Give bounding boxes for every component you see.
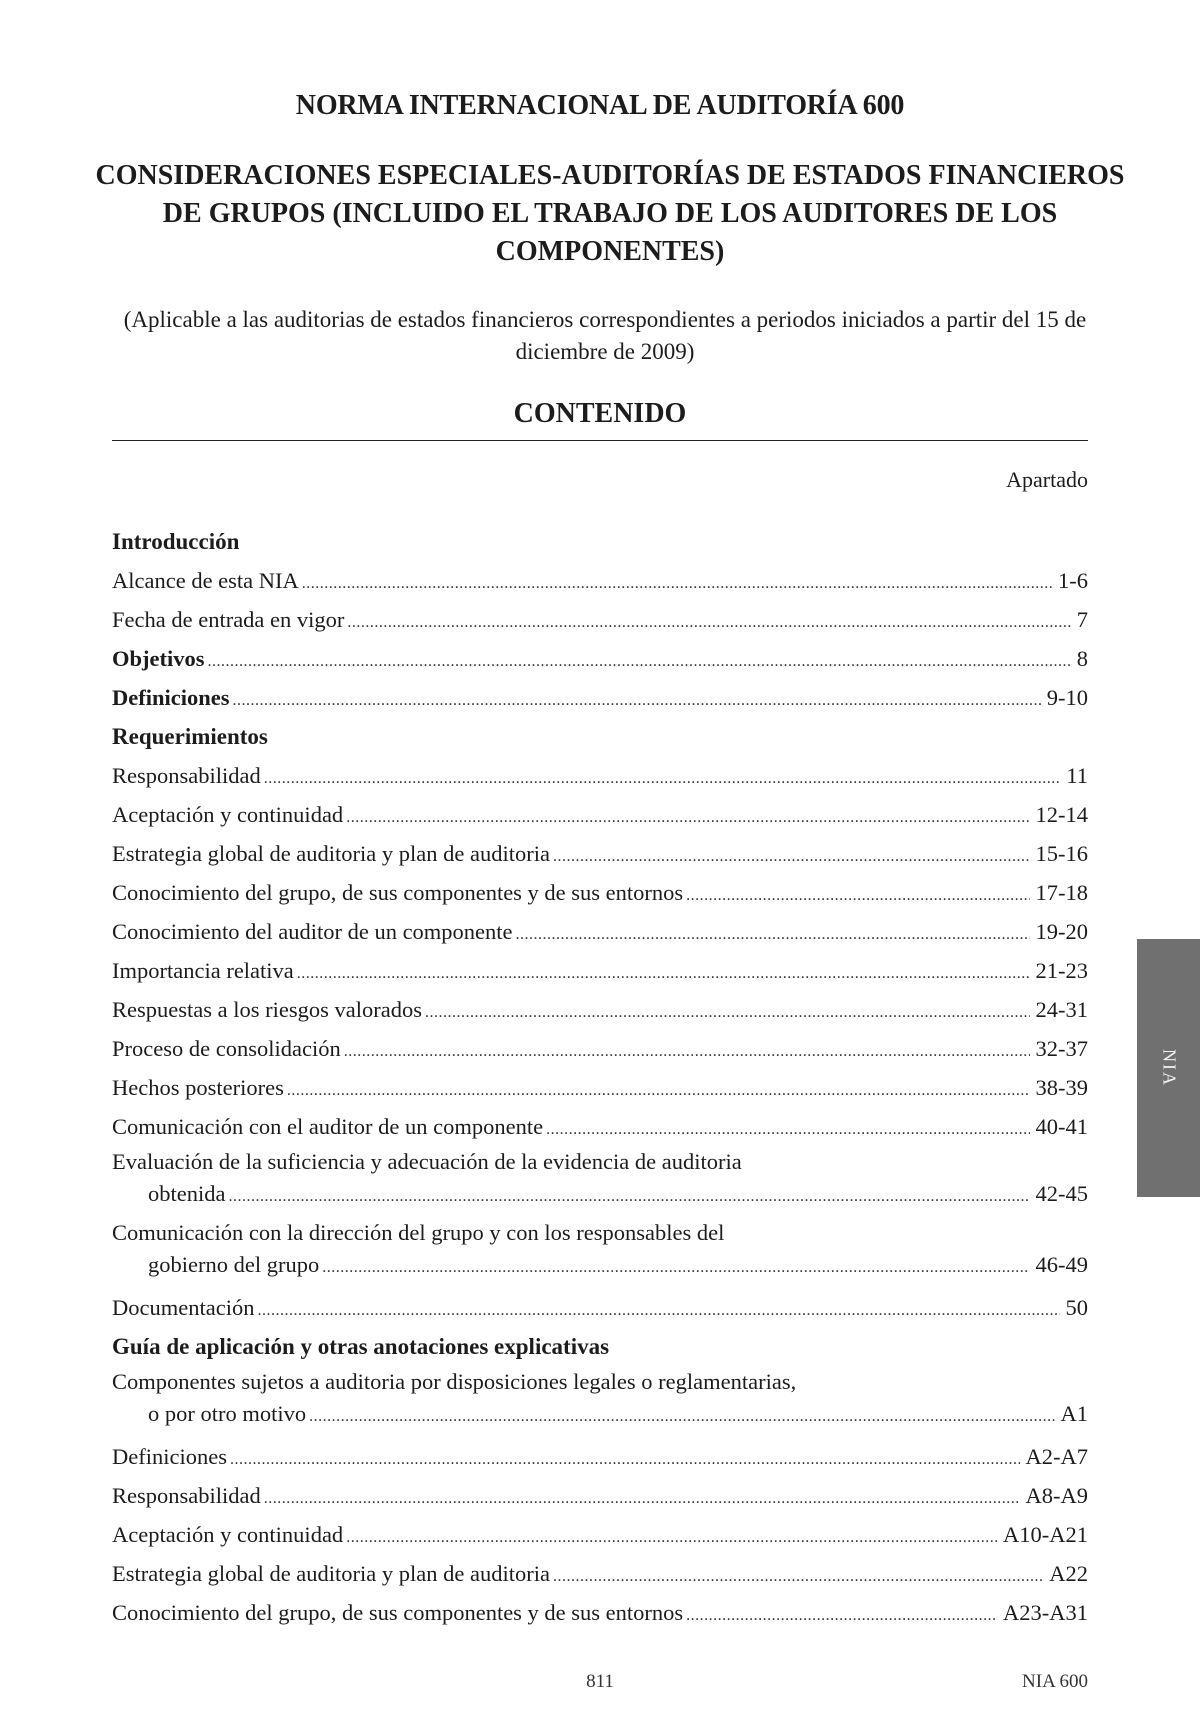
toc-entry-label: Definiciones: [112, 685, 230, 710]
toc-entry-paragraphs: A22: [1049, 1561, 1088, 1586]
toc-entry-paragraphs: A23-A31: [1003, 1600, 1088, 1625]
toc-entry-label: Comunicación con la dirección del grupo y con los responsables del: [112, 1220, 725, 1245]
leader-dots: [297, 954, 1030, 993]
toc-entry-label-continued: gobierno del grupo: [148, 1252, 320, 1277]
page-number: 811: [586, 1671, 614, 1692]
leader-dots: [264, 1479, 1020, 1518]
toc-entry[interactable]: [112, 1068, 1088, 1107]
toc-entry-label: Responsabilidad: [112, 1483, 261, 1508]
toc-entry[interactable]: [112, 1366, 1088, 1437]
toc-entry-label: Respuestas a los riesgos valorados: [112, 997, 422, 1022]
toc-entry-label: Estrategia global de auditoria y plan de auditoria: [112, 841, 550, 866]
subject-title: CONSIDERACIONES ESPECIALES-AUDITORÍAS DE ESTADOS FINANCIEROS DE GRUPOS (INCLUIDO EL TRABAJO DE LOS AUDITORES DE LOS COMPONENTES): [95, 160, 1125, 267]
toc-entry[interactable]: [112, 1029, 1088, 1068]
applicability-note: (Aplicable a las auditorias de estados financieros correspondientes a periodos iniciados a partir del 15 de diciembre de 2009): [123, 307, 1087, 364]
toc-entry-paragraphs: A10-A21: [1003, 1522, 1088, 1547]
toc-section-heading: Introducción: [112, 529, 240, 554]
toc-entry-label: Componentes sujetos a auditoria por disposiciones legales o reglamentarias,: [112, 1369, 797, 1394]
leader-dots: [553, 837, 1030, 876]
section-side-tab: [1137, 939, 1200, 1197]
toc-entry[interactable]: [112, 678, 1088, 717]
leader-dots: [546, 1110, 1029, 1149]
toc-entry-label: Importancia relativa: [112, 958, 294, 983]
leader-dots: [516, 915, 1030, 954]
leader-dots: [425, 993, 1030, 1032]
toc-entry[interactable]: [112, 1146, 1088, 1217]
leader-dots: [233, 681, 1041, 720]
toc-entry[interactable]: [112, 1476, 1088, 1515]
toc-entry-paragraphs: A1: [1060, 1401, 1088, 1426]
leader-dots: [208, 642, 1071, 681]
leader-dots: [228, 1181, 1029, 1213]
toc-entry-paragraphs: 50: [1065, 1295, 1088, 1320]
leader-dots: [686, 1596, 997, 1635]
toc-entry[interactable]: [112, 873, 1088, 912]
toc-entry-paragraphs: 8: [1076, 646, 1088, 671]
toc-entry-label: Documentación: [112, 1295, 255, 1320]
toc-entry-paragraphs: 1-6: [1058, 568, 1088, 593]
toc-entry[interactable]: [112, 990, 1088, 1029]
footer-standard-code: NIA 600: [1022, 1671, 1088, 1692]
toc-entry[interactable]: [112, 1515, 1088, 1554]
toc-entry[interactable]: [112, 951, 1088, 990]
toc-entry-label: Definiciones: [112, 1444, 227, 1469]
toc-entry-paragraphs: A8-A9: [1025, 1483, 1088, 1508]
norm-title: NORMA INTERNACIONAL DE AUDITORÍA 600: [295, 90, 905, 121]
toc-entry-label-continued: obtenida: [148, 1181, 226, 1206]
toc-entry-label: Conocimiento del grupo, de sus componentes y de sus entornos: [112, 1600, 684, 1625]
side-tab-label: NIA: [1159, 1049, 1179, 1087]
toc-section-heading: Guía de aplicación y otras anotaciones explicativas: [112, 1334, 610, 1359]
toc-entry[interactable]: [112, 1554, 1088, 1593]
toc-entry-label: Evaluación de la suficiencia y adecuación de la evidencia de auditoria: [112, 1149, 742, 1174]
leader-dots: [287, 1071, 1030, 1110]
toc-entry[interactable]: [112, 912, 1088, 951]
toc-entry-paragraphs: 15-16: [1035, 841, 1088, 866]
toc-entry-label: Aceptación y continuidad: [112, 1522, 344, 1547]
toc-entry-label: Fecha de entrada en vigor: [112, 607, 345, 632]
toc-entry-paragraphs: 42-45: [1035, 1181, 1088, 1206]
toc-section-heading: Requerimientos: [112, 724, 268, 749]
toc-entry-label: Estrategia global de auditoria y plan de auditoria: [112, 1561, 550, 1586]
toc-entry-paragraphs: 38-39: [1035, 1075, 1088, 1100]
toc-entry[interactable]: [112, 795, 1088, 834]
toc-entry[interactable]: [112, 756, 1088, 795]
toc-entry-paragraphs: 11: [1066, 763, 1088, 788]
toc-entry-label: Proceso de consolidación: [112, 1036, 341, 1061]
leader-dots: [264, 759, 1061, 798]
toc-entry[interactable]: [112, 1437, 1088, 1476]
heading-rule: [112, 440, 1088, 441]
toc-entry-paragraphs: 24-31: [1035, 997, 1088, 1022]
toc-entry-label: Objetivos: [112, 646, 205, 671]
leader-dots: [230, 1440, 1020, 1479]
toc-entry[interactable]: [112, 600, 1088, 639]
leader-dots: [322, 1252, 1029, 1284]
toc-entry-paragraphs: 17-18: [1035, 880, 1088, 905]
toc-entry-paragraphs: 32-37: [1035, 1036, 1088, 1061]
toc-entry-paragraphs: 19-20: [1035, 919, 1088, 944]
toc-entry-label-continued: o por otro motivo: [148, 1401, 307, 1426]
toc-entry-label: Conocimiento del grupo, de sus componentes y de sus entornos: [112, 880, 684, 905]
toc-entry-label: Alcance de esta NIA: [112, 568, 299, 593]
toc-entry-label: Comunicación con el auditor de un componente: [112, 1114, 544, 1139]
leader-dots: [553, 1557, 1043, 1596]
toc-entry-paragraphs: A2-A7: [1025, 1444, 1088, 1469]
leader-dots: [309, 1401, 1054, 1433]
table-of-contents: [112, 522, 1088, 1632]
toc-entry[interactable]: [112, 834, 1088, 873]
toc-entry-label: Conocimiento del auditor de un componente: [112, 919, 513, 944]
toc-entry[interactable]: [112, 1288, 1088, 1327]
leader-dots: [302, 564, 1052, 603]
toc-entry-paragraphs: 40-41: [1035, 1114, 1088, 1139]
toc-entry-paragraphs: 7: [1076, 607, 1088, 632]
contents-heading: CONTENIDO: [513, 398, 687, 429]
toc-entry[interactable]: [112, 1217, 1088, 1288]
toc-entry-label: Responsabilidad: [112, 763, 261, 788]
leader-dots: [686, 876, 1029, 915]
toc-entry-label: Hechos posteriores: [112, 1075, 284, 1100]
toc-entry-paragraphs: 12-14: [1035, 802, 1088, 827]
toc-entry[interactable]: [112, 1593, 1088, 1632]
toc-entry[interactable]: [112, 1107, 1088, 1146]
toc-entry-paragraphs: 21-23: [1035, 958, 1088, 983]
paragraph-column-header: Apartado: [1006, 467, 1088, 492]
leader-dots: [344, 1032, 1030, 1071]
leader-dots: [346, 798, 1029, 837]
leader-dots: [346, 1518, 997, 1557]
toc-entry-paragraphs: 9-10: [1046, 685, 1088, 710]
leader-dots: [347, 603, 1070, 642]
toc-entry[interactable]: [112, 561, 1088, 600]
toc-entry-label: Aceptación y continuidad: [112, 802, 344, 827]
toc-entry[interactable]: [112, 639, 1088, 678]
leader-dots: [257, 1291, 1059, 1330]
toc-entry-paragraphs: 46-49: [1035, 1252, 1088, 1277]
